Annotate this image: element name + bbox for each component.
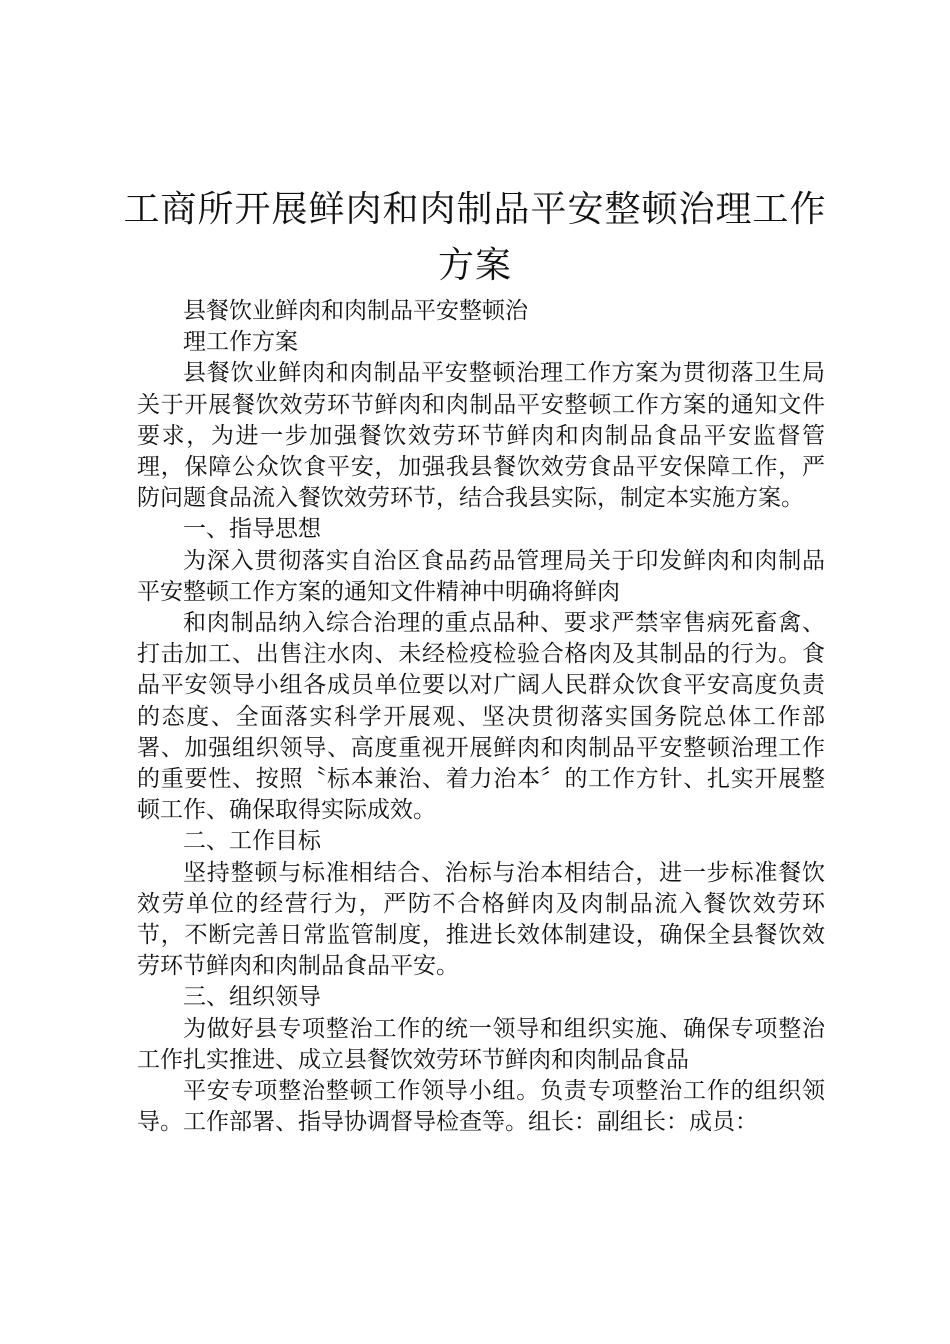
paragraph-guiding-1: 为深入贯彻落实自治区食品药品管理局关于印发鲜肉和肉制品平安整顿工作方案的通知文件精神中明确将鲜肉	[137, 547, 825, 605]
document-body	[137, 296, 825, 1138]
heading-organization: 三、组织领导	[183, 984, 321, 1011]
paragraph-guiding-2: 和肉制品纳入综合治理的重点品种、要求严禁宰售病死畜禽、打击加工、出售注水肉、未经检疫检验合格肉及其制品的行为。食品平安领导小组各成员单位要以对广阔人民群众饮食平安高度负责的态度、全面落实科学开展观、坚决贯彻落实国务院总体工作部署、加强组织领导、高度重视开展鲜肉和肉制品平安整顿治理工作的重要性、按照〝标本兼治、着力治本〞的工作方针、扎实开展整顿工作、确保取得实际成效。	[137, 610, 825, 824]
paragraph-subtitle-1: 县餐饮业鲜肉和肉制品平安整顿治	[183, 298, 528, 324]
paragraph-work-goals: 坚持整顿与标准相结合、治标与治本相结合，进一步标准餐饮效劳单位的经营行为，严防不合格鲜肉及肉制品流入餐饮效劳环节，不断完善日常监管制度，推进长效体制建设，确保全县餐饮效劳环节鲜肉和肉制品食品平安。	[137, 859, 825, 980]
paragraph-intro: 县餐饮业鲜肉和肉制品平安整顿治理工作方案为贯彻落卫生局关于开展餐饮效劳环节鲜肉和肉制品平安整顿工作方案的通知文件要求，为进一步加强餐饮效劳环节鲜肉和肉制品食品平安监督管理，保障公众饮食平安，加强我县餐饮效劳食品平安保障工作，严防问题食品流入餐饮效劳环节，结合我县实际，制定本实施方案。	[137, 360, 825, 512]
heading-guiding-ideology: 一、指导思想	[183, 516, 321, 543]
paragraph-organization-2: 平安专项整治整顿工作领导小组。负责专项整治工作的组织领导。工作部署、指导协调督导检查等。组长：副组长：成员：	[137, 1078, 825, 1136]
heading-work-goals: 二、工作目标	[183, 828, 321, 855]
paragraph-subtitle-2: 理工作方案	[183, 329, 298, 356]
document-title-line1: 工商所开展鲜肉和肉制品平安整顿治理工作	[123, 189, 827, 230]
document-title-line2: 方案	[437, 245, 512, 286]
paragraph-organization-1: 为做好县专项整治工作的统一领导和组织实施、确保专项整治工作扎实推进、成立县餐饮效劳环节鲜肉和肉制品食品	[137, 1015, 825, 1073]
